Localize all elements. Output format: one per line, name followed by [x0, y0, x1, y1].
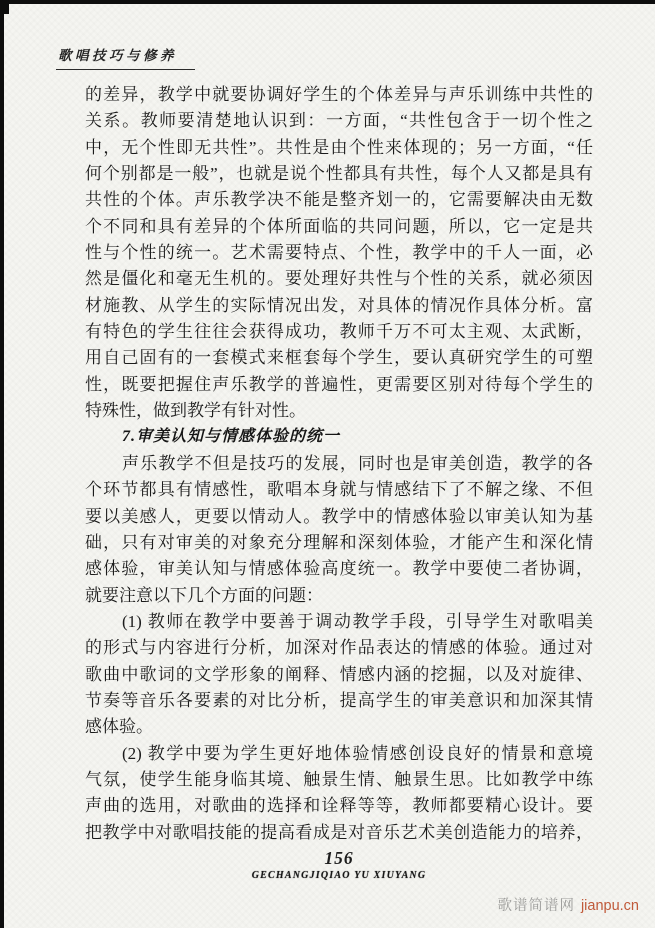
- text-line: 把教学中对歌唱技能的提高看成是对音乐艺术美创造能力的培养，: [85, 822, 593, 842]
- footer-pinyin-title: GECHANGJIQIAO YU XIUYANG: [251, 870, 427, 881]
- text-line: (1) 教师在教学中要善于调动教学手段，引导学生对歌唱美: [122, 611, 593, 631]
- text-line: 歌曲中歌词的文学形象的阐释、情感内涵的挖掘，以及对旋律、: [85, 664, 593, 684]
- running-header: [56, 44, 195, 70]
- text-line: 声乐教学不但是技巧的发展，同时也是审美创造，教学的各: [122, 453, 593, 473]
- text-line: 何个别都是一般”，也就是说个性都具有共性，每个人又都是具有: [85, 164, 593, 184]
- text-line: 个不同和具有差异的个体所面临的共同问题，所以，它一定是共: [85, 216, 593, 236]
- text-line: 材施教、从学生的实际情况出发，对具体的情况作具体分析。富: [85, 295, 593, 315]
- text-line: 的形式与内容进行分析，加深对作品表达的情感的体验。通过对: [85, 638, 593, 658]
- text-line: 中，无个性即无共性”。共性是由个性来体现的；另一方面，“任: [85, 137, 593, 157]
- scan-edge-corner: [0, 0, 9, 14]
- text-line: 感体验，审美认知与情感体验高度统一。教学中要使二者协调，: [85, 559, 593, 579]
- text-line: 础，只有对审美的对象充分理解和深刻体验，才能产生和深化情: [85, 532, 593, 552]
- text-line: 节奏等音乐各要素的对比分析，提高学生的审美意识和加深其情: [85, 690, 593, 710]
- text-line: 要以美感人，更要以情动人。教学中的情感体验以审美认知为基: [85, 506, 593, 526]
- text-line: 性与个性的统一。艺术需要特点、个性，教学中的千人一面，必: [85, 243, 593, 263]
- text-line: 然是僵化和毫无生机的。要处理好共性与个性的关系，就必须因: [85, 269, 593, 289]
- scan-edge-left: [0, 0, 4, 928]
- text-line: 特殊性，做到教学有针对性。: [85, 401, 306, 421]
- text-line: 就要注意以下几个方面的问题：: [85, 585, 323, 605]
- text-line: 共性的个体。声乐教学决不能是整齐划一的，它需要解决由无数: [85, 190, 593, 210]
- text-line: 声曲的选用，对歌曲的选择和诠释等等，教师都要精心设计。要: [85, 796, 593, 816]
- text-line: (2) 教学中要为学生更好地体验情感创设良好的情景和意境: [122, 743, 593, 763]
- section-heading: 7.审美认知与情感体验的统一: [122, 428, 341, 446]
- text-line: 感体验。: [85, 717, 153, 737]
- body-text: [85, 82, 593, 846]
- watermark: [497, 894, 639, 915]
- text-line: 性，既要把握住声乐教学的普遍性，更需要区别对待每个学生的: [85, 374, 593, 394]
- text-line: 个环节都具有情感性，歌唱本身就与情感结下了不解之缘、不但: [85, 480, 593, 500]
- page-number: 156: [324, 848, 354, 868]
- book-title: 歌唱技巧与修养: [56, 44, 195, 70]
- text-line: 用自己固有的一套模式来框套每个学生，要认真研究学生的可塑: [85, 348, 593, 368]
- text-line: 的差异，教学中就要协调好学生的个体差异与声乐训练中共性的: [85, 85, 593, 104]
- text-line: 关系。教师要清楚地认识到：一方面，“共性包含于一切个性之: [85, 111, 593, 131]
- watermark-site-name: 歌谱简谱网: [497, 898, 575, 914]
- scan-edge-top: [0, 0, 655, 4]
- page-footer: [85, 848, 593, 881]
- text-line: 有特色的学生往往会获得成功，教师千万不可太主观、太武断，: [85, 322, 593, 342]
- text-line: 气氛，使学生能身临其境、触景生情、触景生思。比如教学中练: [85, 769, 593, 789]
- watermark-site-url: jianpu.cn: [580, 898, 639, 914]
